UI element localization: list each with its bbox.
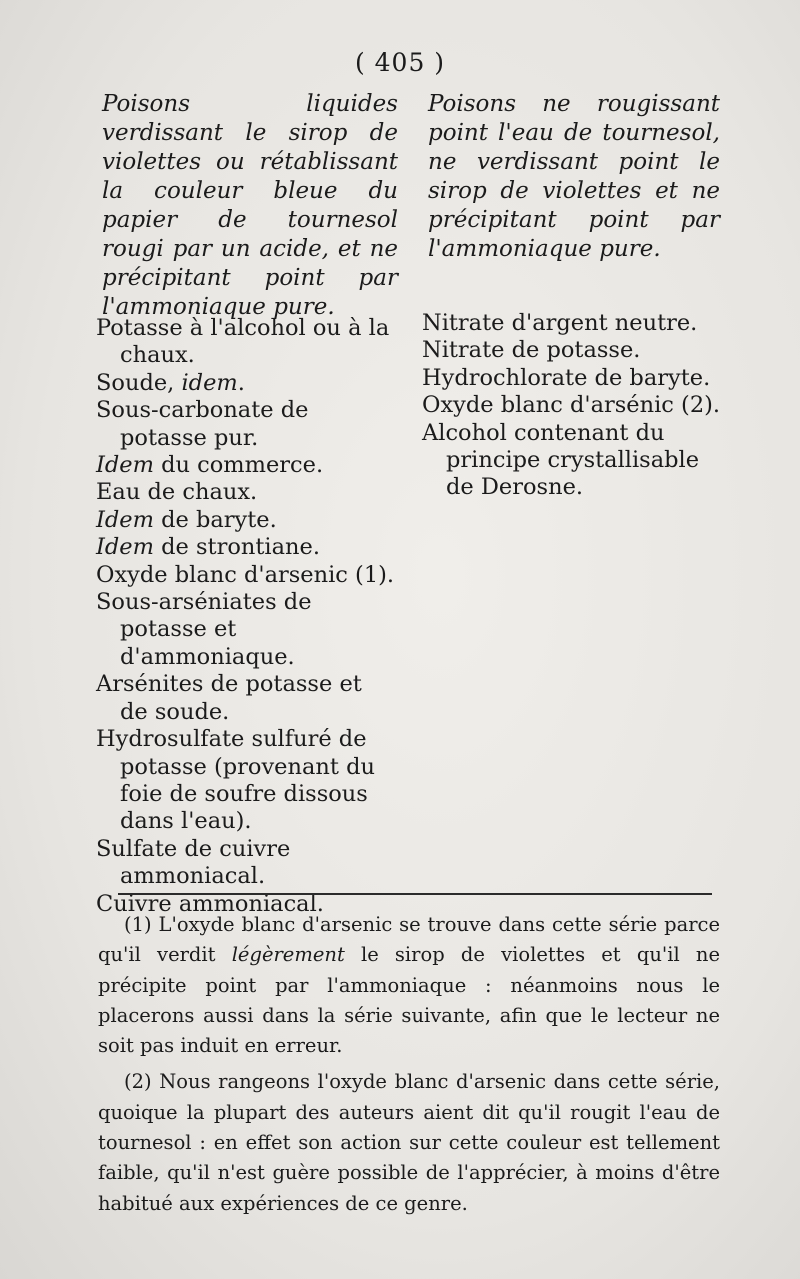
list-item: Nitrate de potasse. (422, 337, 641, 364)
right-poison-list (422, 310, 722, 502)
footnote-1: (1) L'oxyde blanc d'arsenic se trouve dans cette série parce qu'il verdit légèrement le sirop de violettes et qu'il ne précipite point par l'ammoniaque : néanmoins nous le placerons aussi dans la série suivante, afin que le lecteur ne soit pas induit en erreur. (98, 913, 720, 1058)
list-item: Soude, idem. (96, 369, 245, 396)
list-item: Idem de strontiane. (96, 534, 320, 561)
list-item: Sous-carbonate de potasse pur. (96, 397, 309, 451)
right-column-heading: Poisons ne rougissant point l'eau de tournesol, ne verdissant point le sirop de violettes et ne précipitant point par l'ammoniaque pure. (428, 91, 720, 262)
left-column-heading: Poisons liquides verdissant le sirop de violettes ou rétablissant la couleur bleue du papier de tournesol rougi par un acide, et ne précipitant point par l'ammoniaque pure. (102, 91, 398, 320)
list-item: Oxyde blanc d'arsenic (1). (96, 561, 395, 588)
page-number: ( 405 ) (354, 48, 446, 77)
footnote-2: (2) Nous rangeons l'oxyde blanc d'arsenic dans cette série, quoique la plupart des auteurs aient dit qu'il rougit l'eau de tournesol : en effet son action sur cette couleur est tellement faible, qu'il n'est guère possible de l'apprécier, à moins d'être habitué aux expériences de ce genre. (98, 1070, 720, 1215)
list-item: Idem de baryte. (96, 506, 277, 533)
list-item: Hydrochlorate de baryte. (422, 364, 711, 391)
left-poison-list (96, 315, 396, 918)
list-item: Cuivre ammoniacal. (96, 890, 324, 917)
list-item: Oxyde blanc d'arsénic (2). (422, 392, 721, 419)
list-item: Nitrate d'argent neutre. (422, 310, 698, 336)
list-item: Arsénites de potasse et de soude. (96, 671, 362, 725)
list-item: Eau de chaux. (96, 479, 258, 506)
footnote-divider (118, 893, 712, 895)
list-item: Idem du commerce. (96, 452, 324, 479)
footnotes (98, 910, 720, 1225)
list-item: Alcohol contenant du principe crystallisable de Derosne. (422, 419, 700, 501)
list-item: Sulfate de cuivre ammoniacal. (96, 835, 291, 890)
list-item: Hydrosulfate sulfuré de potasse (provenant du foie de soufre dissous dans l'eau). (96, 726, 375, 835)
list-item: Sous-arséniates de potasse et d'ammoniaque. (96, 589, 312, 670)
list-item: Potasse à l'alcohol ou à la chaux. (96, 315, 390, 369)
